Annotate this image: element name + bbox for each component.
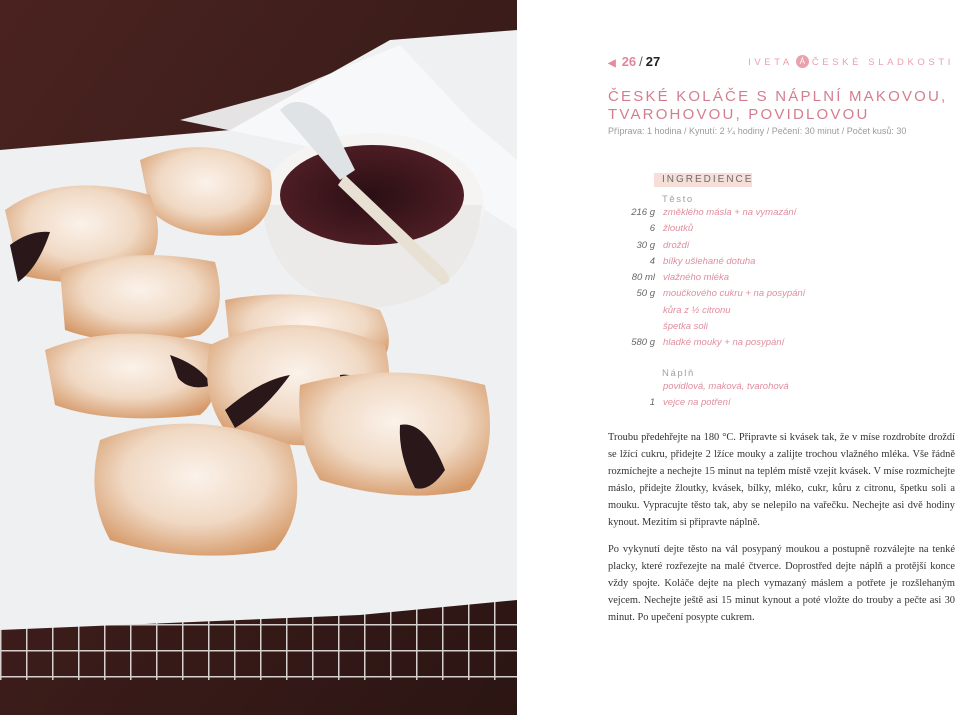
recipe-page — [517, 0, 960, 715]
recipe-meta: Příprava: 1 hodina / Kynutí: 2 ¹⁄₄ hodiny / Pečení: 30 minut / Počet kusů: 30 — [608, 126, 907, 136]
ingredient-name: droždí — [663, 239, 690, 251]
ingredient-row — [617, 238, 917, 254]
ingredient-name: vlažného mléka — [663, 272, 730, 284]
bun-8 — [94, 424, 297, 556]
ingredient-name: hladké mouky + na posypání — [663, 337, 785, 349]
ingredient-quantity: 216 g — [631, 207, 655, 218]
brand-author: IVETA — [748, 57, 793, 68]
ingredient-row — [617, 221, 917, 237]
ingredient-name: kůra z ½ citronu — [663, 304, 731, 316]
ingredient-quantity: 6 — [649, 223, 655, 235]
ingredient-row — [617, 303, 917, 319]
ingredient-quantity: 580 g — [631, 337, 655, 349]
ingredient-row — [617, 205, 917, 221]
ingredient-group-title: Náplň — [662, 368, 695, 379]
ingredient-row — [617, 335, 917, 351]
ingredients-heading: INGREDIENCE — [654, 173, 752, 187]
ingredient-row — [617, 270, 917, 286]
ingredient-list-testo — [617, 205, 917, 352]
ingredient-row — [617, 395, 917, 411]
bun-3 — [60, 255, 220, 341]
page-separator: / — [639, 54, 643, 69]
current-page-number: 26 — [621, 54, 637, 69]
instruction-paragraph: Troubu předehřejte na 180 °C. Připravte si kvásek tak, že v míse rozdrobíte droždí se lžící cukru, přidejte 2 lžíce mouky a zalijte trochou vlažného mléka. Vše řádně rozmíchejte a nechejte 15 minut na teplém místě vzejít kvásek. V míse rozmíchejte máslo, přidejte žloutky, kvásek, bílky, mléko, cukr, kůru z citronu, špetku soli a mouku. Vypracujte těsto tak, aby se nelepilo na vařečku. Nechejte asi dvě hodiny kynout. Mezitím si připravte náplně. — [608, 432, 955, 529]
ingredient-name: moučkového cukru + na posypání — [663, 288, 806, 300]
bun-7 — [299, 373, 490, 496]
ingredient-row — [617, 379, 917, 395]
ingredient-quantity — [617, 319, 655, 335]
ingredient-list-napln — [617, 379, 917, 412]
brand-series: ČESKÉ SLADKOSTI — [811, 57, 954, 68]
recipe-title: ČESKÉ KOLÁČE S NÁPLNÍ MAKOVOU, TVAROHOVOU, POVIDLOVOU — [608, 88, 948, 123]
ingredient-row — [617, 286, 917, 302]
brand-header — [748, 55, 954, 68]
page-counter — [608, 54, 660, 69]
ingredient-name: vejce na potření — [663, 397, 731, 409]
total-pages-number: 27 — [645, 54, 661, 69]
ingredient-row — [617, 254, 917, 270]
ingredient-quantity — [617, 379, 655, 395]
ingredient-name: povidlová, maková, tvarohová — [663, 381, 789, 392]
ingredient-quantity: 1 — [649, 397, 655, 409]
ingredient-quantity: 4 — [649, 255, 655, 267]
ingredient-quantity: 50 g — [636, 288, 655, 300]
ingredient-name: změklého másla + na vymazání — [663, 207, 797, 218]
instruction-paragraph: Po vykynutí dejte těsto na vál posypaný moukou a postupně rozválejte na tenké placky, které rozřezejte na malé čtverce. Doprostřed dejte náplň a protější konce vždy spojte. Koláče dejte na plech vymazaný máslem a potřete je rozšlehaným vejcem. Nechejte ještě asi 15 minut kynout a poté vložte do trouby a pečte asi 30 minut. Po upečení posypte cukrem. — [608, 544, 955, 624]
brand-logo-icon: Á — [796, 55, 809, 68]
ingredient-name: bílky ušlehané dotuha — [663, 255, 756, 267]
ingredient-name: špetka soli — [663, 321, 708, 333]
ingredient-row — [617, 319, 917, 335]
ingredient-quantity: 80 ml — [631, 272, 655, 284]
ingredient-group-title: Těsto — [662, 194, 694, 205]
ingredient-quantity: 30 g — [636, 239, 655, 251]
ingredient-quantity — [617, 303, 655, 319]
ingredient-name: žloutků — [663, 223, 694, 235]
bun-5 — [45, 334, 218, 419]
previous-page-arrow-icon[interactable]: ◀ — [608, 58, 616, 69]
